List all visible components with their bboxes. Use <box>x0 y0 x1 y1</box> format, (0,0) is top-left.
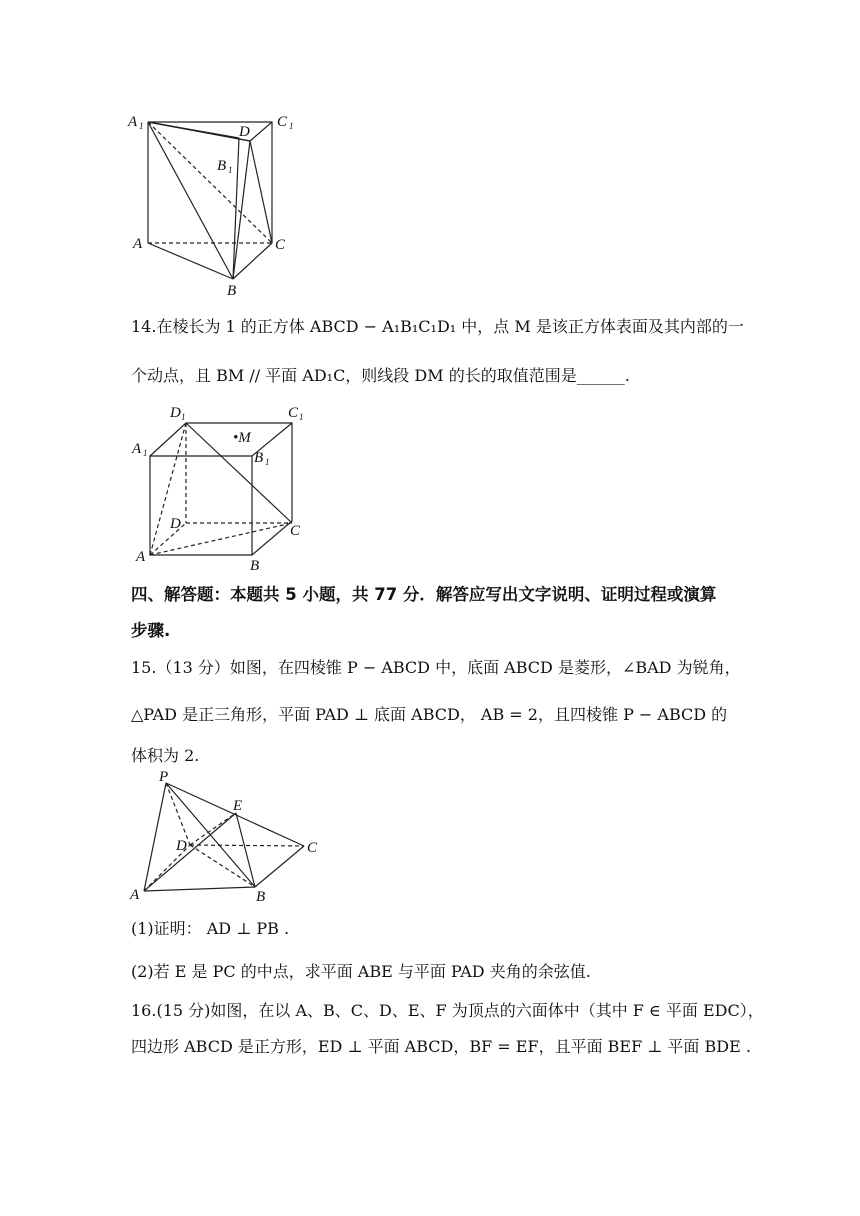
label-a1: A <box>128 114 138 130</box>
pyramid-figure <box>126 765 326 905</box>
svg-text:1: 1 <box>265 457 270 467</box>
label-a: A <box>130 887 140 903</box>
label-b: B <box>227 283 237 298</box>
label-c1: C <box>277 114 288 130</box>
label-d: D <box>170 516 181 532</box>
label-c1: C <box>288 405 299 421</box>
label-d: D <box>176 838 187 854</box>
section4-line2: 步骤. <box>131 621 171 640</box>
svg-text:1: 1 <box>228 165 233 175</box>
label-b1: B <box>217 158 227 174</box>
q15-part2: (2)若 E 是 PC 的中点，求平面 ABE 与平面 PAD 夹角的余弦值. <box>131 962 591 981</box>
svg-text:1: 1 <box>143 448 148 458</box>
label-b1: B <box>254 450 264 466</box>
svg-text:1: 1 <box>289 121 294 131</box>
label-a: A <box>136 549 146 565</box>
q16-line1: 16.(15 分)如图，在以 A、B、C、D、E、F 为顶点的六面体中（其中 F ∈ 平面 EDC）， <box>131 1001 764 1020</box>
label-m: •M <box>233 430 251 446</box>
q14-line1: 14.在棱长为 1 的正方体 ABCD − A₁B₁C₁D₁ 中，点 M 是该正方体表面及其内部的一 <box>131 317 744 336</box>
q15-line2: △PAD 是正三角形，平面 PAD ⊥ 底面 ABCD， AB = 2，且四棱锥 P − ABCD 的 <box>131 705 728 724</box>
label-d1: D <box>170 405 181 421</box>
q15-part1: (1)证明： AD ⊥ PB . <box>131 919 290 938</box>
section4-line1: 四、解答题：本题共 5 小题，共 77 分．解答应写出文字说明、证明过程或演算 <box>131 585 717 604</box>
q16-line2: 四边形 ABCD 是正方形，ED ⊥ 平面 ABCD，BF = EF，且平面 BEF ⊥ 平面 BDE . <box>131 1037 751 1056</box>
q15-line1: 15.（13 分）如图，在四棱锥 P − ABCD 中，底面 ABCD 是菱形，∠BAD 为锐角， <box>131 658 741 677</box>
label-p: P <box>159 769 169 785</box>
label-a1: A <box>132 441 142 457</box>
label-b: B <box>250 558 260 573</box>
svg-text:1: 1 <box>181 412 186 422</box>
cube-figure <box>128 398 313 573</box>
svg-text:1: 1 <box>139 121 144 131</box>
label-d: D <box>239 124 250 140</box>
svg-text:1: 1 <box>299 412 304 422</box>
prism-figure <box>125 108 300 298</box>
q15-line3: 体积为 2. <box>131 746 200 765</box>
label-b: B <box>256 889 266 905</box>
label-a: A <box>133 236 143 252</box>
label-e: E <box>233 798 243 814</box>
q14-line2: 个动点，且 BM // 平面 AD₁C，则线段 DM 的长的取值范围是______. <box>131 366 630 385</box>
label-c: C <box>275 237 286 253</box>
label-c: C <box>290 523 301 539</box>
label-c: C <box>307 840 318 856</box>
